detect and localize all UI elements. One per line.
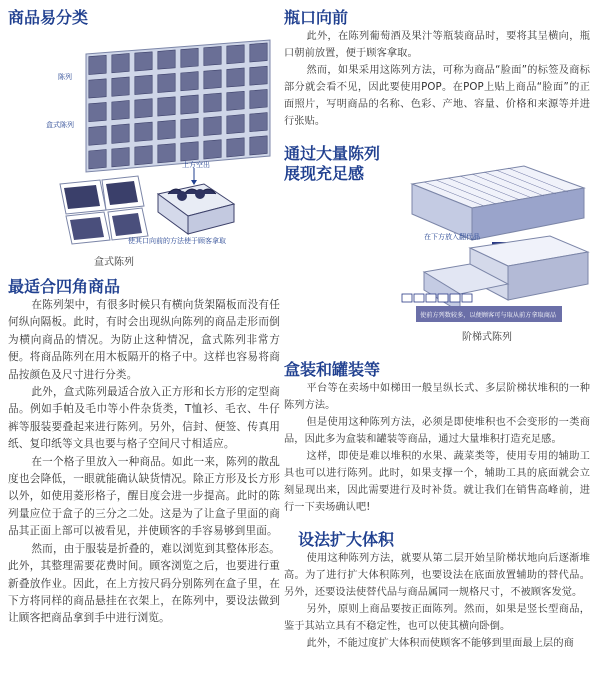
- shelf-cell: [112, 54, 129, 73]
- shelf-cell: [158, 120, 175, 139]
- shelf-cell: [250, 89, 267, 108]
- small-box-group: [60, 176, 148, 244]
- left-column: [8, 8, 280, 628]
- lower-stepped-pile: [424, 236, 588, 312]
- shelf-cell: [158, 97, 175, 116]
- shelf-cell: [112, 77, 129, 96]
- box-display-illustration: [8, 34, 280, 249]
- paragraph: 另外，原则上商品要按正面陈列。然而，如果是竖长型商品，鉴于其站立具有不稳定性，也可以使其横向卧倒。: [284, 604, 590, 632]
- box-display-label: 盒式陈列: [46, 121, 74, 129]
- shelf-cell: [181, 95, 198, 114]
- open-box-with-items: [158, 184, 234, 234]
- paragraph: 平台等在卖场中如梯田一般呈纵长式、多层阶梯状堆积的一种陈列方法。: [284, 383, 590, 411]
- shelf-cell: [135, 122, 152, 141]
- shelf-cell: [204, 47, 221, 66]
- shelf-cell: [181, 72, 198, 91]
- paragraph: 在陈列架中，有很多时候只有横向货架隔板而没有任何纵向隔板。此时，有时会出现纵向陈列的商品走形而倒为横向商品的情况。为防止这种情况，盒式陈列非常方便。将商品陈列在用木板隔开的格子中。这样也容易将商品按颜色及尺寸进行分类。: [8, 299, 280, 381]
- shelf-cell: [250, 43, 267, 62]
- right-column: [284, 8, 590, 652]
- paragraph: 使用这种陈列方法，就要从第二层开始呈阶梯状地向后逐渐堆高。为了进行扩大体积陈列，也要设法在底面放置辅助的替代品。另外，还要设法使替代品与商品属同一规格尺寸，不被顾客发觉。: [284, 553, 590, 598]
- upper-stepped-pile: [412, 166, 584, 240]
- shelf-cell: [227, 138, 244, 157]
- section-heading-easy-sort: 商品易分类: [8, 8, 89, 27]
- shelf-cell: [227, 91, 244, 110]
- section-heading-mass-display-line1: 通过大量陈列: [284, 144, 381, 163]
- paragraph: 然而，由于服装是折叠的，难以浏览到其整体形态。此外，其整理需要花费时间。顾客浏览之后，也要进行重新叠放作业。因此，在上方按尺码分别陈列在盒子里，在下方将同样的商品悬挂在衣架上，在陈列中，要设法做到让顾客把商品拿到手中进行浏览。: [8, 542, 280, 625]
- shelf-cell: [112, 124, 129, 143]
- shelf-cell: [135, 52, 152, 71]
- section-heading-mass-display-line2: 展现充足感: [284, 164, 365, 183]
- shelf-cell: [204, 116, 221, 135]
- shelf-cell: [250, 66, 267, 85]
- shelf-cell: [89, 150, 106, 169]
- shelf-cell: [158, 73, 175, 92]
- shelf-cell: [204, 140, 221, 159]
- shelf-cell: [89, 55, 106, 74]
- paragraph: 此外，盒式陈列最适合放入正方形和长方形的定型商品。例如手帕及毛巾等小件杂货类，T恤衫、毛衣、牛仔裤等服装要叠起来进行陈列。另外，信封、便签、传真用纸、复印纸等文具也要与格子空间尺寸相适应。: [8, 386, 280, 451]
- paragraph: 此外，不能过度扩大体积而使顾客不能够到里面最上层的商: [306, 638, 574, 649]
- box-display-figure: [8, 34, 280, 249]
- replacement-tag-label: 在下方放入翻代品: [424, 233, 480, 241]
- shelf-cell: [158, 50, 175, 69]
- shelf-label: 陈列: [58, 73, 72, 81]
- paragraph: 此外，在陈列葡萄酒及果汁等瓶装商品时，要将其呈横向，瓶口朝前放置，便于顾客拿取。: [284, 31, 590, 59]
- section-heading-square-goods: 最适合四角商品: [8, 277, 121, 296]
- section-heading-bottle-mouth-forward: 瓶口向前: [284, 8, 349, 27]
- shelf-cell: [227, 68, 244, 87]
- top-gap-arrow: [191, 168, 197, 185]
- shelf-cell: [158, 144, 175, 163]
- shelf-cell: [135, 75, 152, 94]
- shelf-cell: [227, 45, 244, 64]
- shelf-cell: [204, 93, 221, 112]
- shelf-grid: [86, 40, 270, 172]
- stepped-figure-note: 使前方列数较多，以便顾客可与取从前方拿取商品: [420, 312, 557, 319]
- shelf-cell: [181, 118, 198, 137]
- paragraph: 但是使用这种陈列方法，必须是即使堆积也不会变形的一类商品，因此多为盒装和罐装等商品，通过大量堆积打造充足感。: [284, 417, 590, 445]
- paragraph: 在一个格子里放入一种商品。如此一来，陈列的散乱度也会降低，一眼就能确认缺货情况。除正方形及长方形以外，如使用菱形格子，醒目度会进一步提高。此时的陈列量应位于盒子的三分之二处。这是为了让盒子里面的商品其正面上部可以被看见，并使顾客的手容易够到里面。: [8, 455, 280, 538]
- figure-caption-box-display: 盒式陈列: [94, 257, 134, 268]
- section-heading-expand-volume: 设法扩大体积: [298, 530, 395, 549]
- paragraph: 然而，如果采用这陈列方法，可称为商品“脸面”的标签及商标部分就会看不见，因此要使用POP。在POP上贴上商品“脸面”的正面照片，写明商品的名称、色彩、产地、容量、价格和来源等并进行张贴。: [284, 65, 590, 127]
- shelf-cell: [89, 126, 106, 145]
- shelf-cell: [227, 115, 244, 134]
- shelf-cell: [135, 146, 152, 165]
- figure-note: 使其口向前的方法使于顾客拿取: [128, 237, 226, 245]
- paragraph: 这样，即使是难以堆积的水果、蔬菜类等，使用专用的辅助工具也可以进行陈列。此时，如果支撑一个，辅助工具的底面就会立刻显现出来，因此需要进行及时补货。就让我们在销售高峰前，进行一下卖场确认吧!: [284, 451, 590, 513]
- shelf-cell: [181, 48, 198, 67]
- shelf-cell: [250, 113, 267, 132]
- shelf-cell: [89, 79, 106, 98]
- top-gap-label: 上方空出: [182, 161, 210, 169]
- shelf-cell: [250, 136, 267, 155]
- section-heading-boxes-and-cans: 盒装和罐装等: [284, 360, 381, 379]
- shelf-cell: [181, 142, 198, 161]
- figure-caption-stepped-display: 阶梯式陈列: [462, 332, 512, 343]
- shelf-cell: [135, 99, 152, 118]
- shelf-cell: [112, 148, 129, 167]
- shelf-cell: [204, 70, 221, 89]
- shelf-cell: [112, 101, 129, 120]
- shelf-cell: [89, 102, 106, 121]
